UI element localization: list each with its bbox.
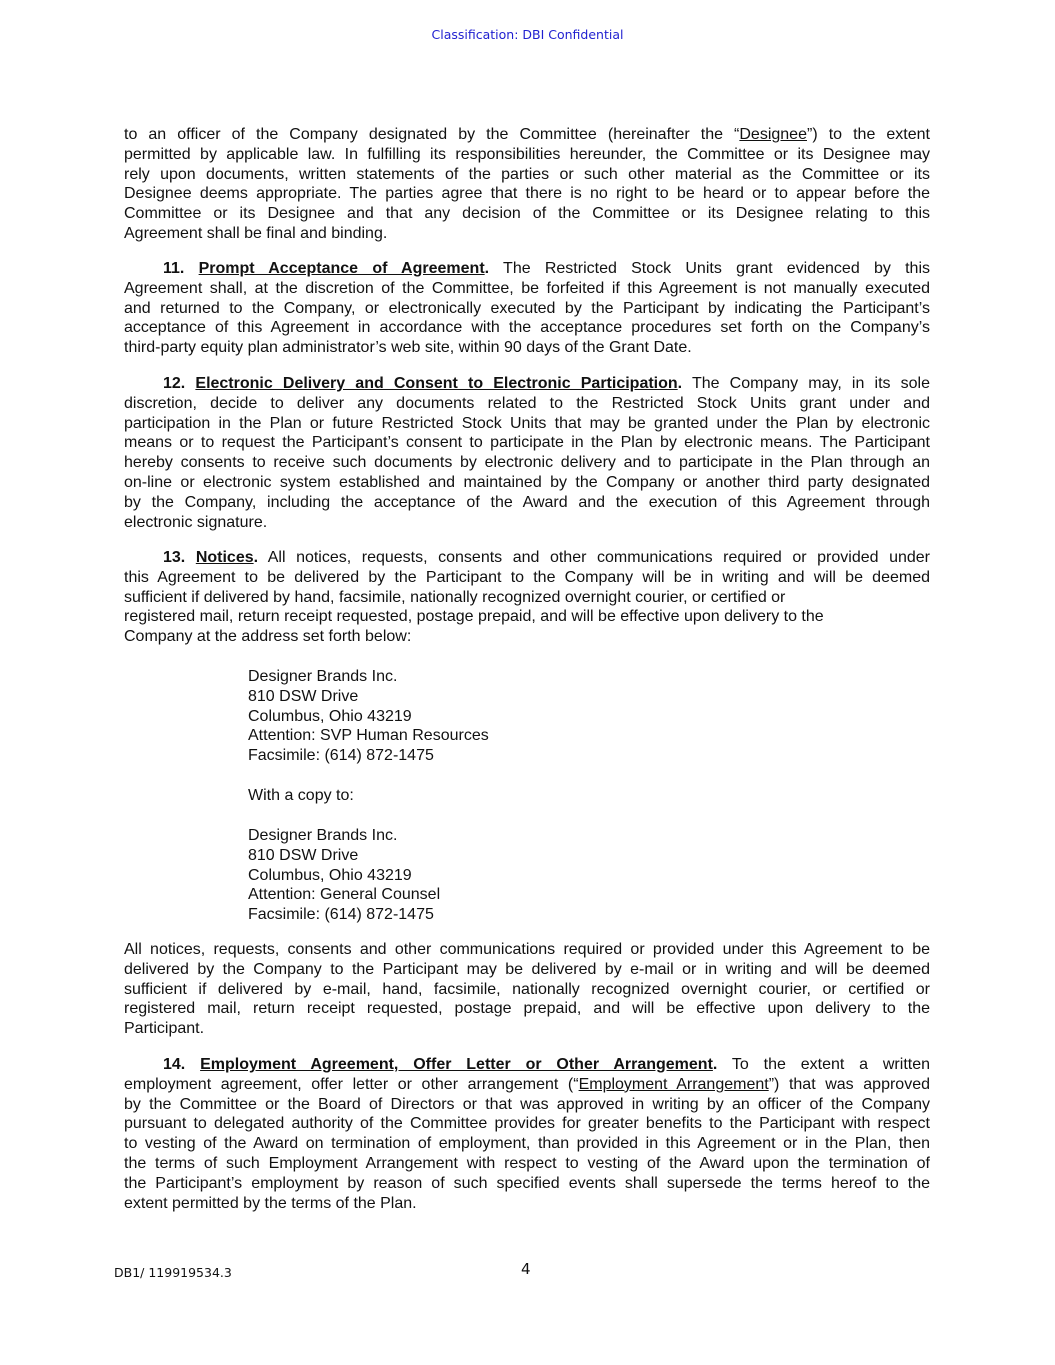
defined-term-employment-arrangement: Employment Arrangement xyxy=(578,1075,769,1093)
text-line: All notices, requests, consents and other communications required or provided under this Agreement to be xyxy=(124,941,930,958)
notice-address-primary xyxy=(248,667,489,766)
text-line: pursuant to delegated authority of the Committee provides for greater benefits to the Participant with respect xyxy=(124,1115,930,1133)
text-line: registered mail, return receipt requested, postage prepaid, and will be effective upon delivery to the xyxy=(124,1000,930,1018)
address-line: Designer Brands Inc. xyxy=(248,827,398,844)
text-line: electronic signature. xyxy=(124,513,268,531)
text-line: Agreement shall be final and binding. xyxy=(124,224,388,242)
text-line: registered mail, return receipt requested, postage prepaid, and will be effective upon delivery to the xyxy=(124,608,824,626)
text-line: acceptance of this Agreement in accordance with the acceptance procedures set forth on the Company’s xyxy=(124,319,930,337)
text-line: discretion, decide to deliver any documents related to the Restricted Stock Units grant under and xyxy=(124,394,930,412)
section-11-heading: 11. Prompt Acceptance of Agreement xyxy=(163,260,485,277)
text-line: this Agreement to be delivered by the Participant to the Company will be in writing and will be deemed xyxy=(124,568,930,586)
page-number: 4 xyxy=(521,1260,531,1278)
text-line: Committee or its Designee and that any decision of the Committee or its Designee relating to this xyxy=(124,205,930,223)
text-line: on-line or electronic system established and maintained by the Company or another third party designated xyxy=(124,473,930,491)
text-line: hereby consents to receive such documents by electronic delivery and to participate in the Plan through an xyxy=(124,454,930,472)
text-line: Company at the address set forth below: xyxy=(124,628,412,646)
text-line: participation in the Plan or future Restricted Stock Units that may be granted under the Plan by electronic xyxy=(124,414,930,432)
address-line: Facsimile: (614) 872-1475 xyxy=(248,747,434,765)
text-line: rely upon documents, written statements of the parties or such other material as the Committee or its xyxy=(124,165,930,183)
copy-to-label: With a copy to: xyxy=(248,787,354,804)
section-11 xyxy=(124,259,930,358)
address-line: Columbus, Ohio 43219 xyxy=(248,707,412,725)
text-line: Designee deems appropriate. The parties agree that there is no right to be heard or to appear before the xyxy=(124,185,930,203)
text-line: the terms of such Employment Arrangement with respect to vesting of the Award upon the termination of xyxy=(124,1154,930,1172)
address-line: Attention: General Counsel xyxy=(248,886,441,904)
text-line: sufficient if delivered by e-mail, hand, facsimile, nationally recognized overnight courier, or certified or xyxy=(124,980,930,998)
section-14 xyxy=(124,1055,930,1213)
address-line: 810 DSW Drive xyxy=(248,687,359,705)
address-line: Designer Brands Inc. xyxy=(248,668,398,685)
address-line: Attention: SVP Human Resources xyxy=(248,727,489,745)
text-line: means or to request the Participant’s consent to participate in the Plan by electronic means. The Participant xyxy=(124,434,930,452)
text-line: the Participant’s employment by reason of such specified events shall supersede the terms hereof to the xyxy=(124,1174,930,1192)
text-line: permitted by applicable law. In fulfilling its responsibilities hereunder, the Committee or its Designee may xyxy=(124,145,930,163)
section-12 xyxy=(124,374,930,532)
notice-address-copy xyxy=(248,826,440,925)
text-line: employment agreement, offer letter or other arrangement (“Employment Arrangement”) that was approved xyxy=(124,1075,930,1093)
text-line: by the Company, including the acceptance of the Award and the execution of this Agreement through xyxy=(124,493,930,511)
text-line: to an officer of the Company designated by the Committee (hereinafter the “Designee”) to the extent xyxy=(124,126,930,143)
address-line: Facsimile: (614) 872-1475 xyxy=(248,906,434,924)
text-line: 14. Employment Agreement, Offer Letter or Other Arrangement. To the extent a written xyxy=(163,1056,931,1073)
defined-term-designee: Designee xyxy=(739,126,807,143)
address-line: 810 DSW Drive xyxy=(248,846,359,864)
paragraph-section-10-continued xyxy=(124,125,930,244)
text-line: and returned to the Company, or electronically executed by the Participant by indicating the Participant’s xyxy=(124,299,930,317)
text-line: delivered by the Company to the Participant may be delivered by e-mail or in writing and will be deemed xyxy=(124,960,930,978)
section-13-heading: 13. Notices. xyxy=(163,549,259,566)
text-line: Participant. xyxy=(124,1020,205,1038)
section-13-company-notices xyxy=(124,940,930,1039)
text-line: to vesting of the Award on termination of employment, than provided in this Agreement or in the Plan, then xyxy=(124,1135,930,1153)
text-line: sufficient if delivered by hand, facsimile, nationally recognized overnight courier, or certified or xyxy=(124,588,786,606)
section-13 xyxy=(124,548,930,647)
text-line: extent permitted by the terms of the Plan. xyxy=(124,1194,417,1212)
section-14-heading: 14. Employment Agreement, Offer Letter or Other Arrangement. xyxy=(163,1056,718,1073)
address-line: Columbus, Ohio 43219 xyxy=(248,866,412,884)
document-id: DB1/ 119919534.3 xyxy=(114,1265,232,1280)
text-line: third-party equity plan administrator’s web site, within 90 days of the Grant Date. xyxy=(124,339,692,357)
text-line: by the Committee or the Board of Directors or that was approved in writing by an officer of the Company xyxy=(124,1095,930,1113)
section-12-heading: 12. Electronic Delivery and Consent to Electronic Participation. xyxy=(163,375,683,392)
text-line: 13. Notices. All notices, requests, consents and other communications required or provided under xyxy=(163,549,931,566)
text-line: Agreement shall, at the discretion of the Committee, be forfeited if this Agreement is not manually executed xyxy=(124,279,930,297)
text-line: 11. Prompt Acceptance of Agreement. The Restricted Stock Units grant evidenced by this xyxy=(163,260,930,277)
classification-header: Classification: DBI Confidential xyxy=(431,27,624,42)
text-line: 12. Electronic Delivery and Consent to Electronic Participation. The Company may, in its sole xyxy=(163,375,931,392)
